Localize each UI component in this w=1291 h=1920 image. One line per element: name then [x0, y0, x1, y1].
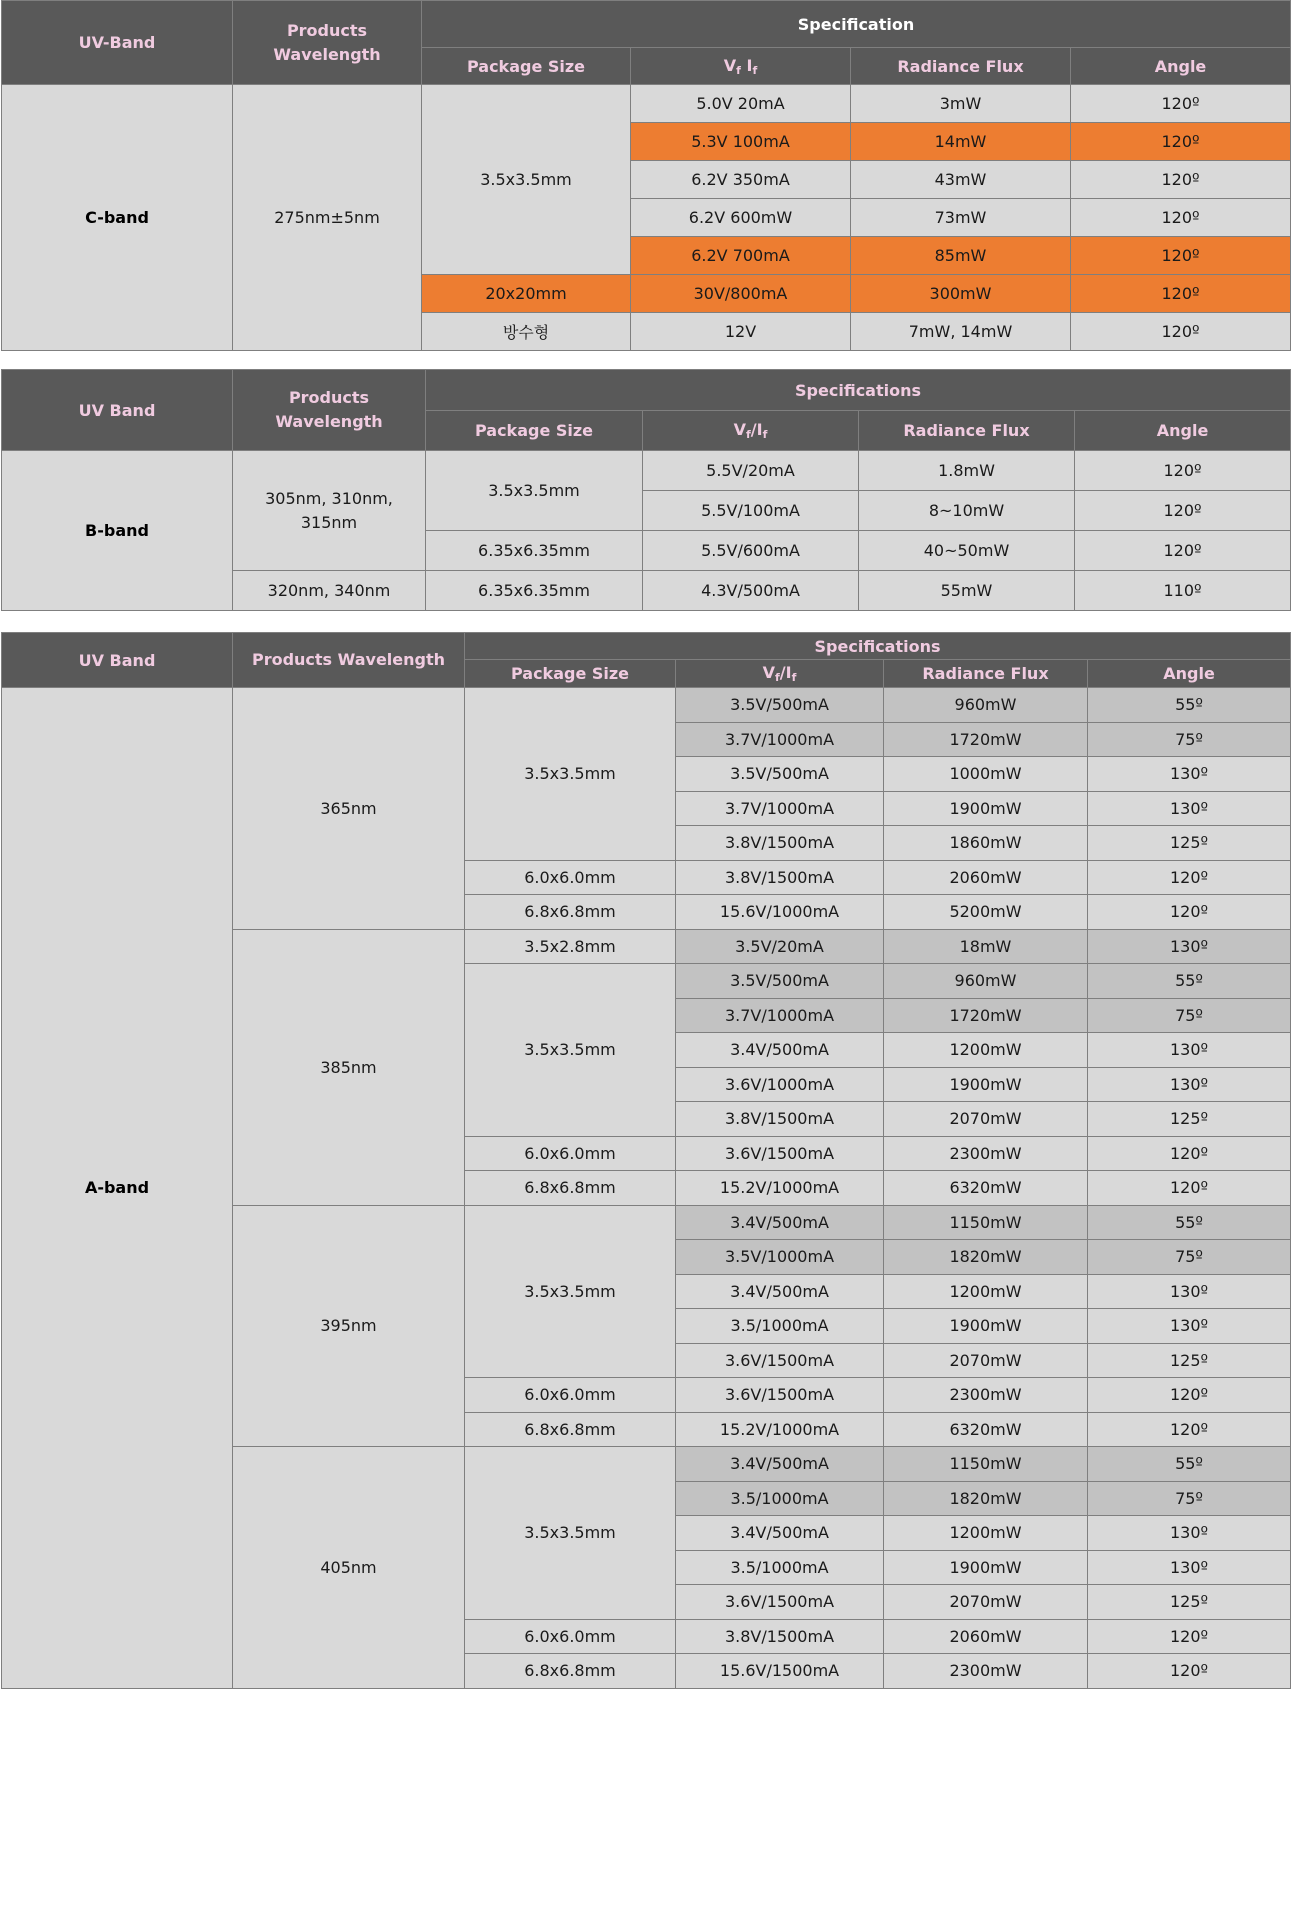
header-radiance-flux: Radiance Flux — [884, 660, 1088, 688]
wavelength-cell: 365nm — [233, 688, 465, 930]
angle-cell: 130º — [1088, 791, 1291, 826]
angle-cell: 120º — [1071, 85, 1291, 123]
package-cell: 6.0x6.0mm — [465, 1619, 676, 1654]
vf-if-cell: 4.3V/500mA — [643, 571, 859, 611]
package-cell: 3.5x3.5mm — [422, 85, 631, 275]
angle-cell: 120º — [1088, 1619, 1291, 1654]
angle-cell: 75º — [1088, 1240, 1291, 1275]
flux-cell: 1000mW — [884, 757, 1088, 792]
wavelength-cell: 385nm — [233, 929, 465, 1205]
header-vf-sub: f — [736, 63, 741, 77]
angle-cell: 130º — [1088, 1274, 1291, 1309]
header-angle: Angle — [1071, 48, 1291, 85]
angle-cell: 125º — [1088, 1102, 1291, 1137]
vf-if-cell: 6.2V 600mW — [631, 199, 851, 237]
vf-if-cell: 15.6V/1000mA — [676, 895, 884, 930]
wavelength-cell: 395nm — [233, 1205, 465, 1447]
vf-if-cell: 3.5V/20mA — [676, 929, 884, 964]
package-cell: 6.35x6.35mm — [426, 571, 643, 611]
header-vf: V — [723, 55, 737, 75]
vf-if-cell: 12V — [631, 313, 851, 351]
flux-cell: 1720mW — [884, 998, 1088, 1033]
flux-cell: 1200mW — [884, 1274, 1088, 1309]
angle-cell: 120º — [1071, 199, 1291, 237]
vf-if-cell: 30V/800mA — [631, 275, 851, 313]
vf-if-cell: 3.6V/1500mA — [676, 1585, 884, 1620]
angle-cell: 75º — [1088, 1481, 1291, 1516]
vf-if-cell: 3.7V/1000mA — [676, 998, 884, 1033]
vf-if-cell: 6.2V 350mA — [631, 161, 851, 199]
flux-cell: 1900mW — [884, 1067, 1088, 1102]
angle-cell: 120º — [1075, 491, 1291, 531]
package-cell: 6.0x6.0mm — [465, 860, 676, 895]
wavelength-cell: 275nm±5nm — [233, 85, 422, 351]
angle-cell: 130º — [1088, 757, 1291, 792]
angle-cell: 75º — [1088, 722, 1291, 757]
vf-if-cell: 3.6V/1000mA — [676, 1067, 884, 1102]
flux-cell: 40~50mW — [859, 531, 1075, 571]
flux-cell: 2070mW — [884, 1343, 1088, 1378]
angle-cell: 125º — [1088, 1585, 1291, 1620]
flux-cell: 1200mW — [884, 1516, 1088, 1551]
header-radiance-flux: Radiance Flux — [851, 48, 1071, 85]
package-cell: 3.5x3.5mm — [426, 451, 643, 531]
header-vf: V — [762, 663, 775, 682]
header-package-size: Package Size — [465, 660, 676, 688]
vf-if-cell: 15.2V/1000mA — [676, 1171, 884, 1206]
vf-if-cell: 3.7V/1000mA — [676, 791, 884, 826]
vf-if-cell: 6.2V 700mA — [631, 237, 851, 275]
angle-cell: 110º — [1075, 571, 1291, 611]
angle-cell: 130º — [1088, 1309, 1291, 1344]
vf-if-cell: 3.7V/1000mA — [676, 722, 884, 757]
c-band-table — [1, 0, 1291, 351]
angle-cell: 130º — [1088, 1033, 1291, 1068]
band-label: A-band — [2, 688, 233, 1689]
header-vf-if — [643, 411, 859, 451]
flux-cell: 6320mW — [884, 1412, 1088, 1447]
package-cell: 3.5x3.5mm — [465, 1205, 676, 1378]
header-radiance-flux: Radiance Flux — [859, 411, 1075, 451]
package-cell: 3.5x3.5mm — [465, 964, 676, 1137]
package-cell: 6.0x6.0mm — [465, 1136, 676, 1171]
flux-cell: 1820mW — [884, 1240, 1088, 1275]
angle-cell: 120º — [1088, 1136, 1291, 1171]
angle-cell: 120º — [1071, 275, 1291, 313]
vf-if-cell: 15.2V/1000mA — [676, 1412, 884, 1447]
vf-if-cell: 3.5/1000mA — [676, 1550, 884, 1585]
vf-if-cell: 15.6V/1500mA — [676, 1654, 884, 1689]
a-band-table — [1, 632, 1291, 1689]
flux-cell: 3mW — [851, 85, 1071, 123]
table-row — [2, 688, 1291, 723]
header-specifications: Specifications — [426, 370, 1291, 411]
header-uv-band: UV Band — [2, 633, 233, 688]
angle-cell: 55º — [1088, 1447, 1291, 1482]
angle-cell: 130º — [1088, 1067, 1291, 1102]
header-vf-sub: f — [775, 671, 780, 684]
header-package-size: Package Size — [422, 48, 631, 85]
header-vf: V — [733, 420, 746, 439]
package-cell: 3.5x3.5mm — [465, 1447, 676, 1620]
vf-if-cell: 5.0V 20mA — [631, 85, 851, 123]
vf-if-cell: 3.5V/1000mA — [676, 1240, 884, 1275]
flux-cell: 1150mW — [884, 1205, 1088, 1240]
vf-if-cell: 3.8V/1500mA — [676, 1619, 884, 1654]
flux-cell: 1900mW — [884, 1550, 1088, 1585]
flux-cell: 18mW — [884, 929, 1088, 964]
angle-cell: 120º — [1071, 237, 1291, 275]
package-cell: 6.8x6.8mm — [465, 1654, 676, 1689]
flux-cell: 960mW — [884, 964, 1088, 999]
header-if: I — [785, 663, 792, 682]
flux-cell: 5200mW — [884, 895, 1088, 930]
flux-cell: 1200mW — [884, 1033, 1088, 1068]
wavelength-cell: 320nm, 340nm — [233, 571, 426, 611]
package-cell: 6.8x6.8mm — [465, 1412, 676, 1447]
flux-cell: 1900mW — [884, 791, 1088, 826]
vf-if-cell: 3.5/1000mA — [676, 1309, 884, 1344]
angle-cell: 120º — [1071, 123, 1291, 161]
angle-cell: 120º — [1071, 161, 1291, 199]
angle-cell: 125º — [1088, 1343, 1291, 1378]
flux-cell: 2070mW — [884, 1585, 1088, 1620]
flux-cell: 1720mW — [884, 722, 1088, 757]
angle-cell: 120º — [1088, 860, 1291, 895]
wavelength-cell: 405nm — [233, 1447, 465, 1689]
angle-cell: 130º — [1088, 1550, 1291, 1585]
flux-cell: 55mW — [859, 571, 1075, 611]
flux-cell: 8~10mW — [859, 491, 1075, 531]
package-cell: 방수형 — [422, 313, 631, 351]
angle-cell: 55º — [1088, 964, 1291, 999]
header-angle: Angle — [1088, 660, 1291, 688]
vf-if-cell: 5.3V 100mA — [631, 123, 851, 161]
header-angle: Angle — [1075, 411, 1291, 451]
vf-if-cell: 3.4V/500mA — [676, 1516, 884, 1551]
flux-cell: 300mW — [851, 275, 1071, 313]
header-if: I — [746, 55, 753, 75]
band-label: C-band — [2, 85, 233, 351]
header-specification: Specification — [422, 1, 1291, 48]
vf-if-cell: 3.5V/500mA — [676, 757, 884, 792]
flux-cell: 43mW — [851, 161, 1071, 199]
header-products-wavelength: Products Wavelength — [233, 370, 426, 451]
angle-cell: 125º — [1088, 826, 1291, 861]
header-sep: / — [779, 663, 786, 682]
angle-cell: 130º — [1088, 929, 1291, 964]
package-cell: 20x20mm — [422, 275, 631, 313]
header-specifications: Specifications — [465, 633, 1291, 660]
b-band-table — [1, 369, 1291, 611]
angle-cell: 75º — [1088, 998, 1291, 1033]
vf-if-cell: 5.5V/100mA — [643, 491, 859, 531]
flux-cell: 1820mW — [884, 1481, 1088, 1516]
angle-cell: 55º — [1088, 688, 1291, 723]
flux-cell: 1.8mW — [859, 451, 1075, 491]
flux-cell: 2300mW — [884, 1136, 1088, 1171]
package-cell: 3.5x3.5mm — [465, 688, 676, 861]
angle-cell: 120º — [1088, 1654, 1291, 1689]
header-vf-if — [676, 660, 884, 688]
header-products-wavelength: Products Wavelength — [233, 633, 465, 688]
flux-cell: 85mW — [851, 237, 1071, 275]
package-cell: 3.5x2.8mm — [465, 929, 676, 964]
angle-cell: 120º — [1088, 1378, 1291, 1413]
header-if: I — [756, 420, 763, 439]
header-vf-if — [631, 48, 851, 85]
header-uv-band: UV Band — [2, 370, 233, 451]
wavelength-cell: 305nm, 310nm, 315nm — [233, 451, 426, 571]
flux-cell: 2300mW — [884, 1378, 1088, 1413]
vf-if-cell: 3.5V/500mA — [676, 964, 884, 999]
header-package-size: Package Size — [426, 411, 643, 451]
flux-cell: 2070mW — [884, 1102, 1088, 1137]
angle-cell: 55º — [1088, 1205, 1291, 1240]
vf-if-cell: 3.5/1000mA — [676, 1481, 884, 1516]
vf-if-cell: 3.4V/500mA — [676, 1274, 884, 1309]
angle-cell: 120º — [1071, 313, 1291, 351]
vf-if-cell: 3.8V/1500mA — [676, 1102, 884, 1137]
header-vf-sub: f — [746, 428, 751, 441]
header-products-wavelength: Products Wavelength — [233, 1, 422, 85]
vf-if-cell: 3.6V/1500mA — [676, 1136, 884, 1171]
angle-cell: 120º — [1088, 1171, 1291, 1206]
vf-if-cell: 5.5V/600mA — [643, 531, 859, 571]
header-sep: / — [750, 420, 757, 439]
vf-if-cell: 3.8V/1500mA — [676, 826, 884, 861]
flux-cell: 1150mW — [884, 1447, 1088, 1482]
angle-cell: 120º — [1088, 895, 1291, 930]
header-uv-band: UV-Band — [2, 1, 233, 85]
flux-cell: 14mW — [851, 123, 1071, 161]
flux-cell: 7mW, 14mW — [851, 313, 1071, 351]
a-band-body — [2, 688, 1291, 1689]
vf-if-cell: 3.4V/500mA — [676, 1033, 884, 1068]
package-cell: 6.0x6.0mm — [465, 1378, 676, 1413]
angle-cell: 120º — [1088, 1412, 1291, 1447]
vf-if-cell: 3.4V/500mA — [676, 1205, 884, 1240]
package-cell: 6.8x6.8mm — [465, 1171, 676, 1206]
vf-if-cell: 3.8V/1500mA — [676, 860, 884, 895]
angle-cell: 120º — [1075, 451, 1291, 491]
flux-cell: 6320mW — [884, 1171, 1088, 1206]
vf-if-cell: 3.6V/1500mA — [676, 1378, 884, 1413]
band-label: B-band — [2, 451, 233, 611]
flux-cell: 2300mW — [884, 1654, 1088, 1689]
flux-cell: 2060mW — [884, 860, 1088, 895]
header-if-sub: f — [752, 63, 758, 77]
package-cell: 6.35x6.35mm — [426, 531, 643, 571]
vf-if-cell: 3.5V/500mA — [676, 688, 884, 723]
header-if-sub: f — [762, 428, 768, 441]
flux-cell: 960mW — [884, 688, 1088, 723]
flux-cell: 1900mW — [884, 1309, 1088, 1344]
vf-if-cell: 5.5V/20mA — [643, 451, 859, 491]
angle-cell: 130º — [1088, 1516, 1291, 1551]
flux-cell: 1860mW — [884, 826, 1088, 861]
header-if-sub: f — [791, 671, 797, 684]
angle-cell: 120º — [1075, 531, 1291, 571]
flux-cell: 73mW — [851, 199, 1071, 237]
flux-cell: 2060mW — [884, 1619, 1088, 1654]
package-cell: 6.8x6.8mm — [465, 895, 676, 930]
vf-if-cell: 3.4V/500mA — [676, 1447, 884, 1482]
vf-if-cell: 3.6V/1500mA — [676, 1343, 884, 1378]
